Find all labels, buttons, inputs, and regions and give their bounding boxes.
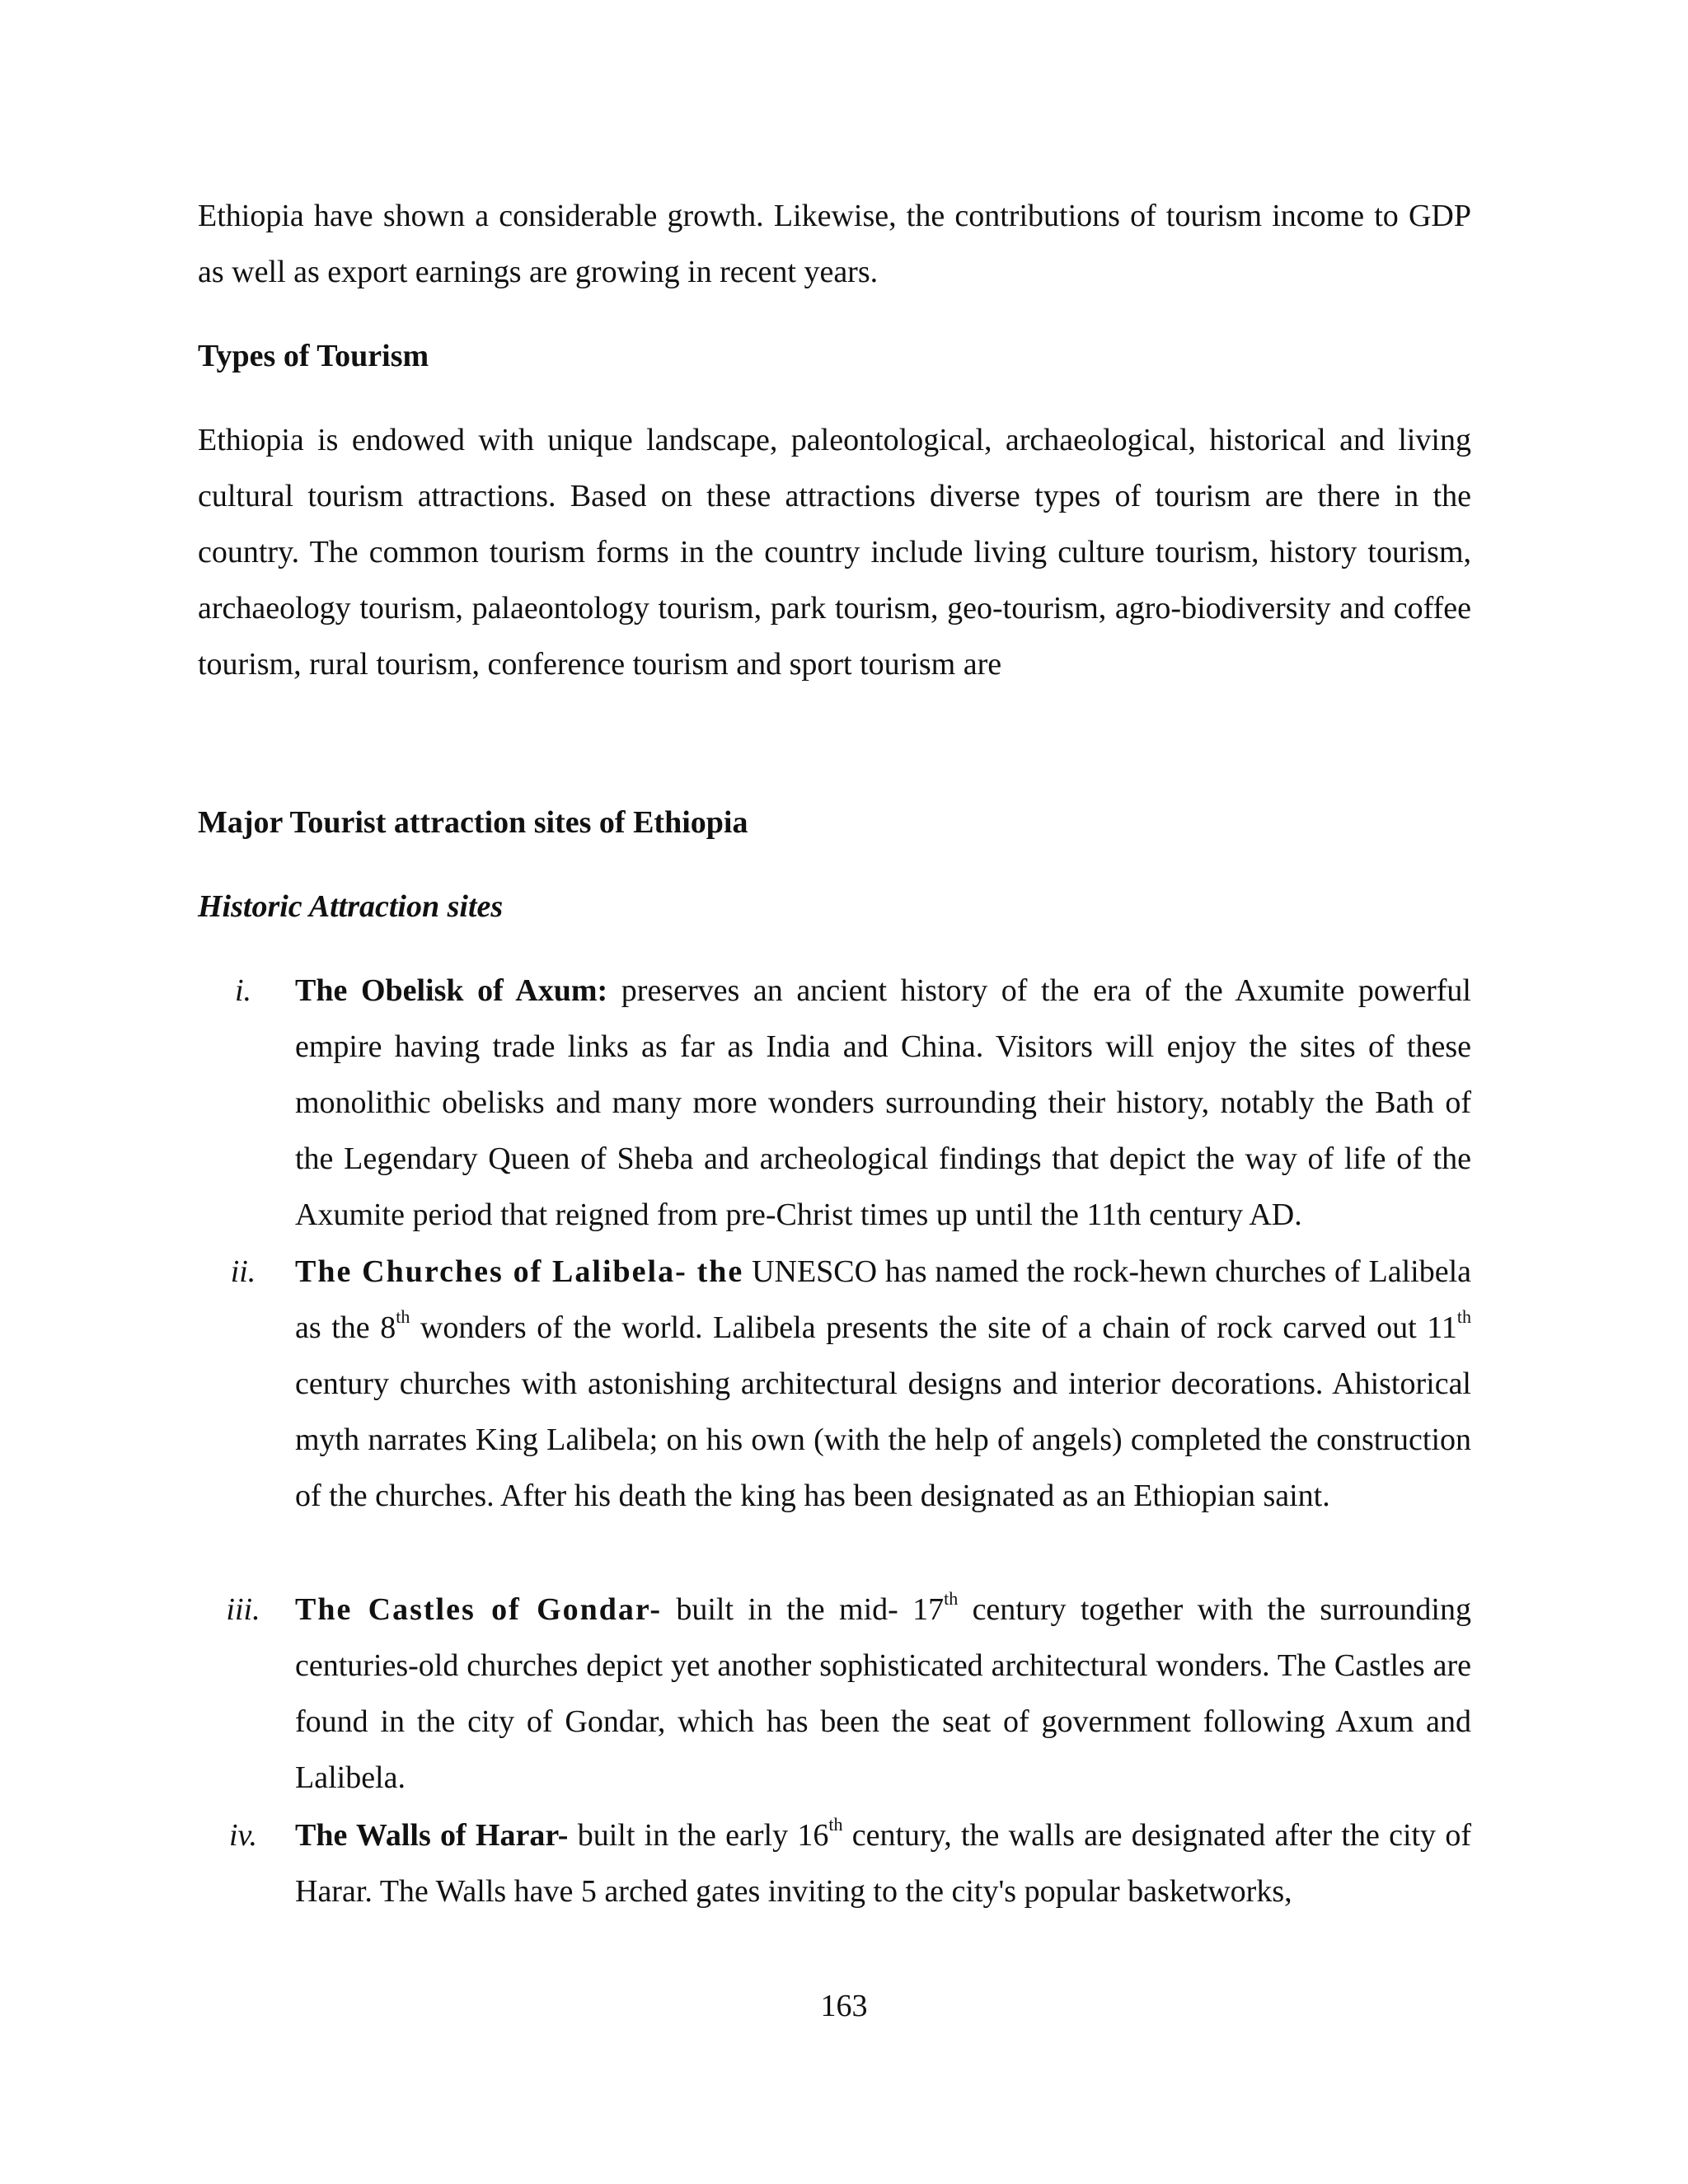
item-text: century together with the surrounding centuries-old churches depict yet another sophisticated architectural wonders. The Castles are found in the city of Gondar, which has been the seat of government following Axum and Lalibela. xyxy=(295,1592,1471,1795)
list-item-body xyxy=(295,1244,1471,1524)
item-text: century churches with astonishing architectural designs and interior decorations. Ahistorical myth narrates King Lalibela; on his own (with the help of angels) completed the construction of the churches. After his death the king has been designated as an Ethiopian saint. xyxy=(295,1366,1471,1513)
item-text: UNESCO has named the rock-hewn churches of Lalibela as the 8 xyxy=(295,1254,1471,1345)
item-text: wonders of the world. Lalibela presents the site of a chain of rock carved out 11 xyxy=(410,1310,1457,1345)
list-item-body xyxy=(295,1582,1471,1806)
superscript: th xyxy=(1456,1306,1471,1328)
list-item-body xyxy=(295,1807,1471,1919)
list-marker: iii. xyxy=(226,1592,260,1627)
page-number: 163 xyxy=(820,1989,868,2023)
item-text: built in the early 16 xyxy=(568,1818,829,1853)
item-lead-title: The Walls of Harar- xyxy=(295,1818,569,1853)
types-of-tourism-heading: Types of Tourism xyxy=(198,339,429,373)
item-lead-title: The Obelisk of Axum: xyxy=(295,973,608,1008)
item-lead-title: The Castles of Gondar- xyxy=(295,1592,663,1627)
superscript: th xyxy=(944,1588,959,1610)
list-marker: ii. xyxy=(230,1254,256,1289)
list-marker: iv. xyxy=(228,1818,258,1853)
superscript: th xyxy=(396,1306,410,1328)
item-text: built in the mid- 17 xyxy=(662,1592,945,1627)
historic-attractions-subheading: Historic Attraction sites xyxy=(198,889,504,924)
major-attractions-heading: Major Tourist attraction sites of Ethiopia xyxy=(198,805,748,840)
item-text: preserves an ancient history of the era of the Axumite powerful empire having trade links as far as India and China. Visitors will enjoy the sites of these monolithic obelisks and many more wonders surrounding their history, notably the Bath of the Legendary Queen of Sheba and archeological findings that depict the way of life of the Axumite period that reigned from pre-Christ times up until the 11th century AD. xyxy=(295,973,1471,1232)
superscript: th xyxy=(828,1814,843,1835)
item-text: century, the walls are designated after the city of Harar. The Walls have 5 arched gates inviting to the city's popular basketworks, xyxy=(295,1818,1471,1909)
list-item-body xyxy=(295,963,1471,1243)
item-lead-title: The Churches of Lalibela- the xyxy=(295,1254,744,1289)
intro-paragraph: Ethiopia have shown a considerable growth. Likewise, the contributions of tourism income to GDP as well as export earnings are growing in recent years. xyxy=(198,199,1471,289)
list-marker: i. xyxy=(234,973,252,1008)
types-of-tourism-paragraph: Ethiopia is endowed with unique landscape, paleontological, archaeological, historical and living cultural tourism attractions. Based on these attractions diverse types of tourism are there in the country. The common tourism forms in the country include living culture tourism, history tourism, archaeology tourism, palaeontology tourism, park tourism, geo-tourism, agro-biodiversity and coffee tourism, rural tourism, conference tourism and sport tourism are xyxy=(198,423,1471,682)
